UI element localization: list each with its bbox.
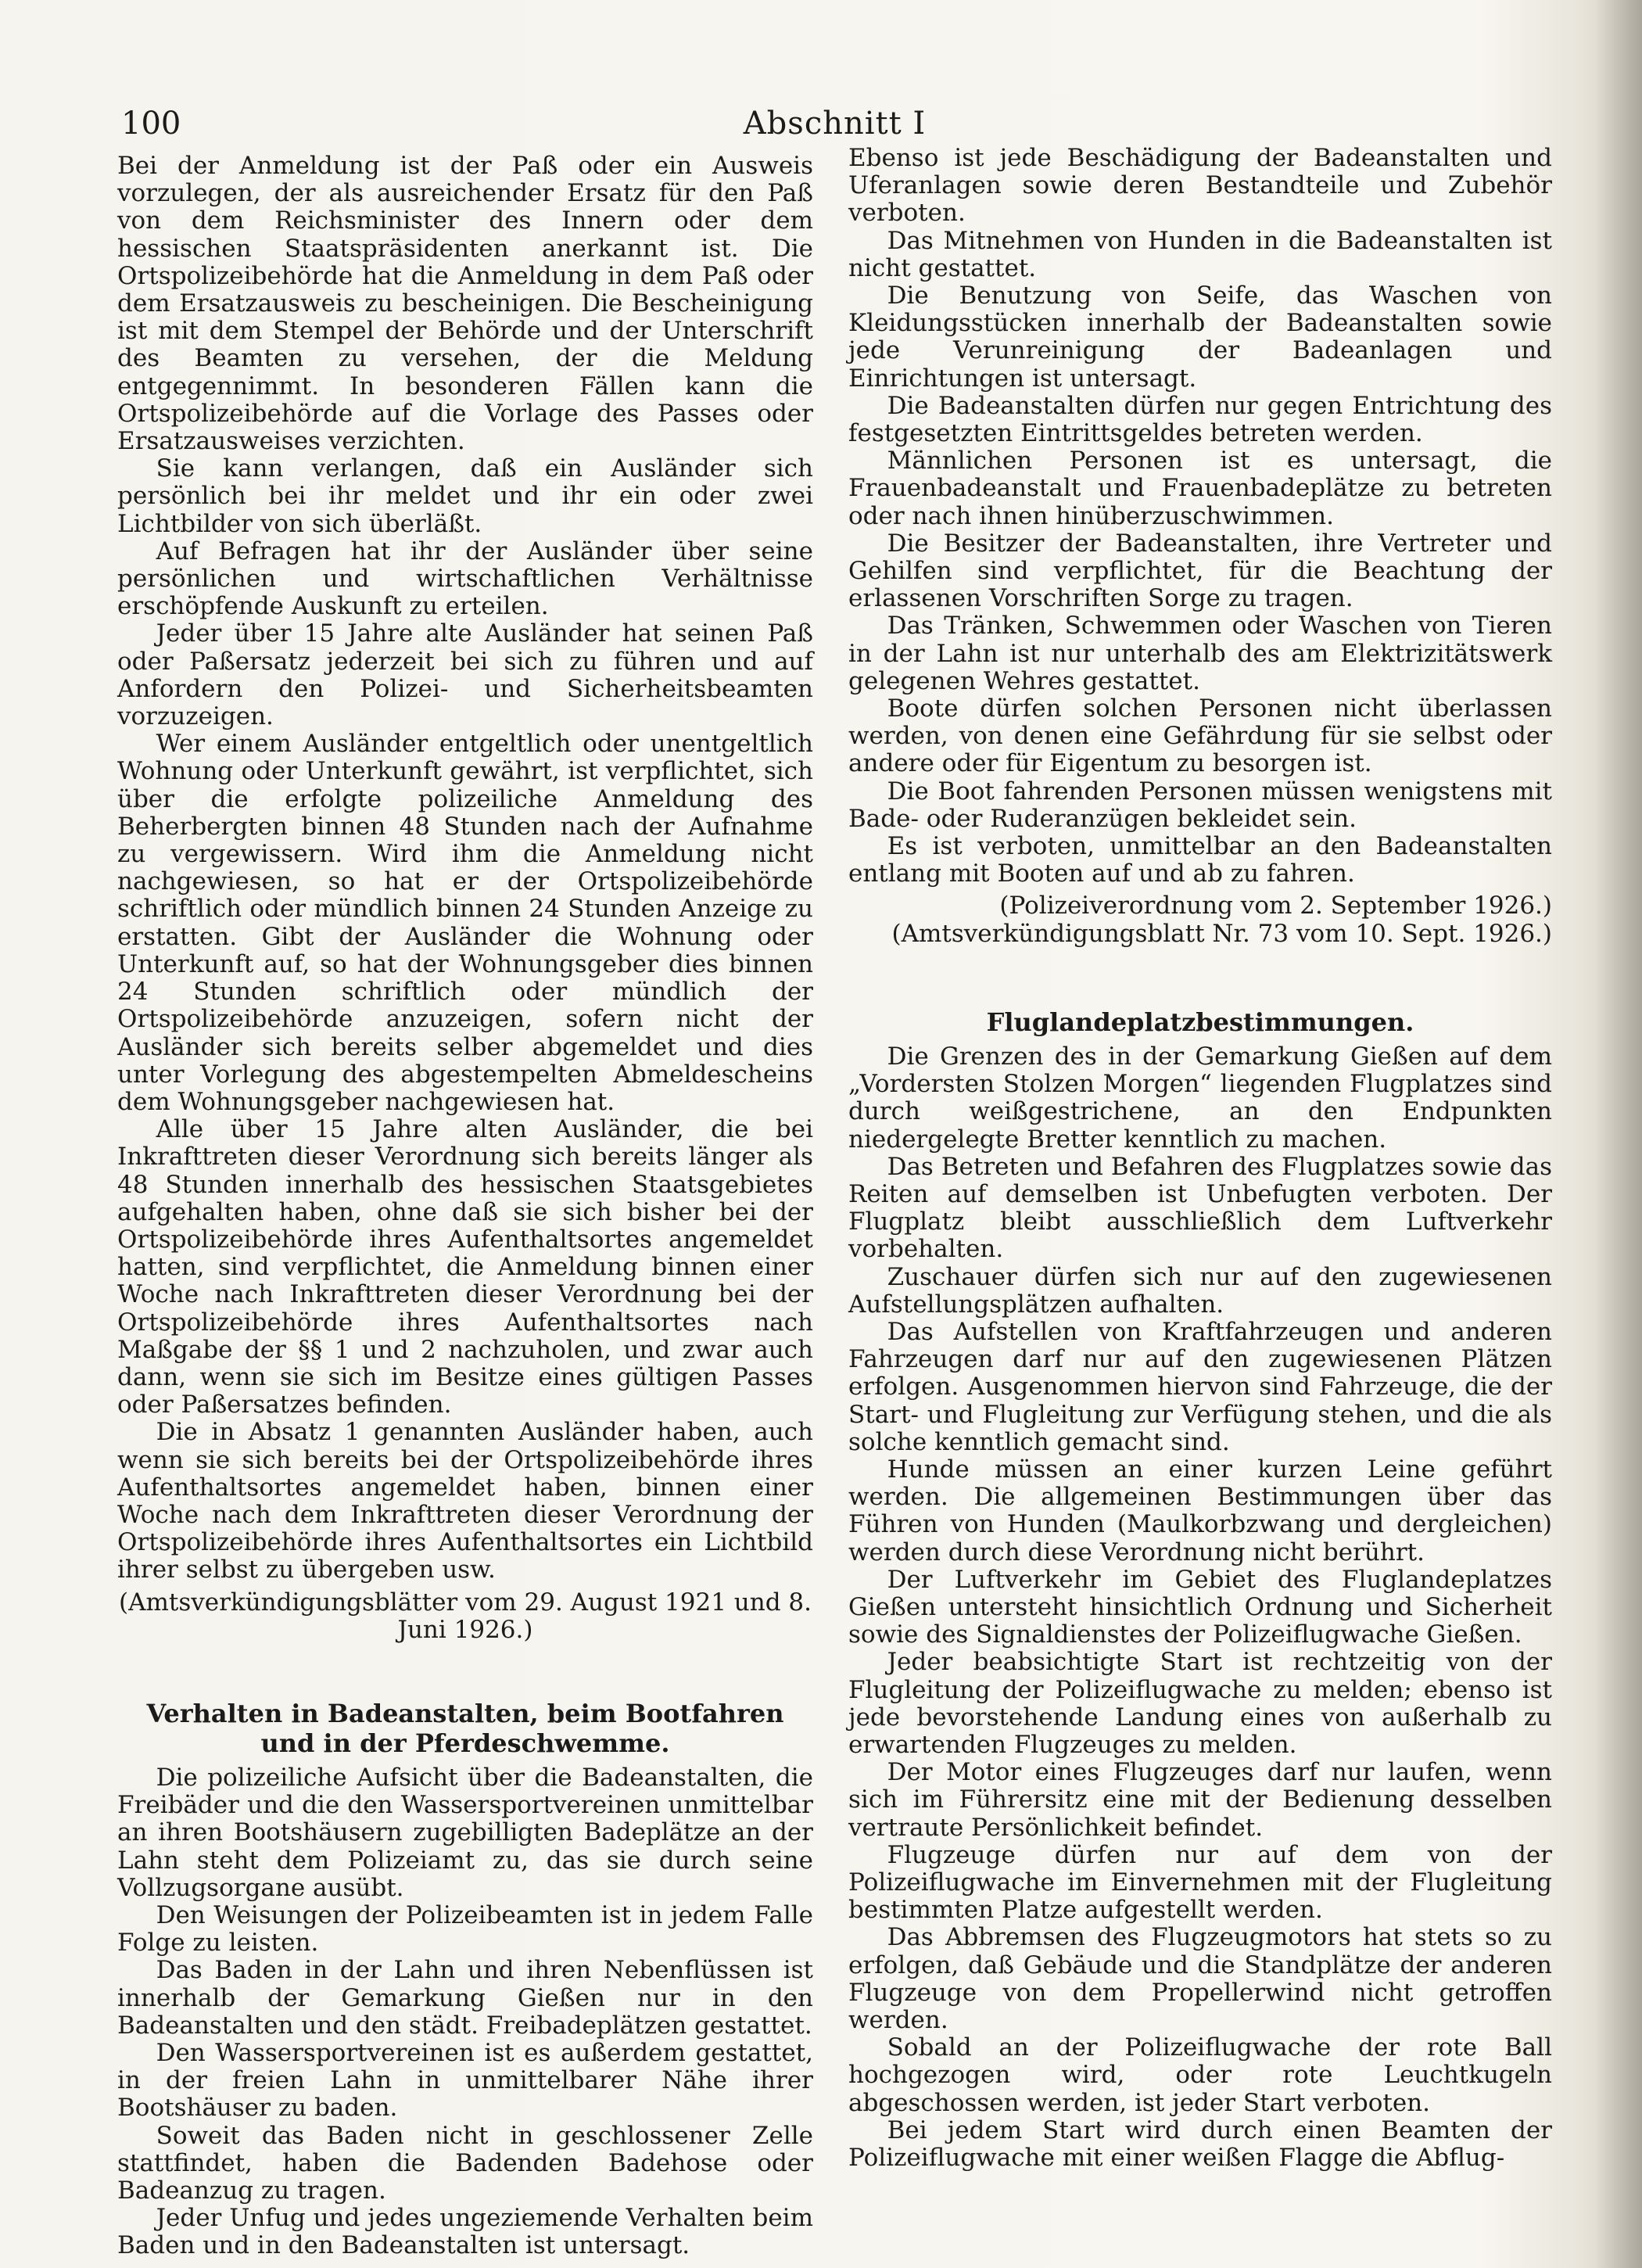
paragraph: Auf Befragen hat ihr der Ausländer über seine persönlichen und wirtschaftlichen Verhältnisse erschöpfende Auskunft zu erteilen. — [117, 536, 813, 621]
paragraph: Das Baden in der Lahn und ihren Nebenflüssen ist innerhalb der Gemarkung Gießen nur in den Badeanstalten und den städt. Freibadeplätzen gestattet. — [117, 1956, 813, 2040]
paragraph: Die Benutzung von Seife, das Waschen von Kleidungsstücken innerhalb der Badeanstalten sowie jede Verunreinigung der Badeanlagen und Einrichtungen ist untersagt. — [848, 282, 1552, 393]
paragraph: Hunde müssen an einer kurzen Leine geführt werden. Die allgemeinen Bestimmungen über das Führen von Hunden (Maulkorbzwang und dergleichen) werden durch diese Verordnung nicht berührt. — [848, 1455, 1552, 1566]
paragraph: Jeder über 15 Jahre alte Ausländer hat seinen Paß oder Paßersatz jederzeit bei sich zu führen und auf Anfordern den Polizei- und Sicherheitsbeamten vorzuzeigen. — [117, 619, 813, 731]
paragraph: Bei der Anmeldung ist der Paß oder ein Ausweis vorzulegen, der als ausreichender Ersatz für den Paß von dem Reichsminister des Innern oder dem hessischen Staatspräsidenten anerkannt ist. Die Ortspolizeibehörde hat die Anmeldung in dem Paß oder dem Ersatzausweis zu bescheinigen. Die Bescheinigung ist mit dem Stempel der Behörde und der Unterschrift des Beamten zu versehen, der die Meldung entgegennimmt. In besonderen Fällen kann die Ortspolizeibehörde auf die Vorlage des Passes oder Ersatzausweises verzichten. — [117, 152, 813, 456]
paragraph: Die Badeanstalten dürfen nur gegen Entrichtung des festgesetzten Eintrittsgeldes betreten werden. — [848, 391, 1552, 448]
paragraph: Jeder Unfug und jedes ungeziemende Verhalten beim Baden und in den Badeanstalten ist untersagt. — [117, 2204, 813, 2260]
paragraph: Zuschauer dürfen sich nur auf den zugewiesenen Aufstellungsplätzen aufhalten. — [848, 1262, 1552, 1319]
paragraph: Die Grenzen des in der Gemarkung Gießen auf dem „Vordersten Stolzen Morgen“ liegenden Flugplatzes sind durch weißgestrichene, an den Endpunkten niedergelegte Bretter kenntlich zu machen. — [848, 1042, 1552, 1154]
source-citation: (Amtsverkündigungsblätter vom 29. August 1921 und 8. Juni 1926.) — [118, 1588, 812, 1644]
source-citation: (Polizeiverordnung vom 2. September 1926.) — [999, 892, 1552, 920]
paragraph: Den Wassersportvereinen ist es außerdem gestattet, in der freien Lahn in unmittelbarer Nähe ihrer Bootshäuser zu baden. — [117, 2039, 813, 2123]
paragraph: Soweit das Baden nicht in geschlossener Zelle stattfindet, haben die Badenden Badehose oder Badeanzug zu tragen. — [117, 2121, 813, 2205]
page-edge-shadow — [1595, 0, 1642, 2268]
paragraph: Männlichen Personen ist es untersagt, die Frauenbadeanstalt und Frauenbadeplätze zu betreten oder nach ihnen hinüberzuschwimmen. — [848, 447, 1552, 530]
paragraph: Alle über 15 Jahre alten Ausländer, die bei Inkrafttreten dieser Verordnung sich bereits länger als 48 Stunden innerhalb des hessischen Staatsgebietes aufgehalten haben, ohne daß sie sich bisher bei der Ortspolizeibehörde ihres Aufenthaltsortes angemeldet hatten, sind verpflichtet, die Anmeldung binnen einer Woche nach Inkrafttreten dieser Verordnung bei der Ortspolizeibehörde ihres Aufenthaltsortes nach Maßgabe der §§ 1 und 2 nachzuholen, und zwar auch dann, wenn sie sich im Besitze eines gültigen Passes oder Paßersatzes befinden. — [117, 1115, 813, 1419]
paragraph: Es ist verboten, unmittelbar an den Badeanstalten entlang mit Booten auf und ab zu fahren. — [848, 832, 1552, 888]
right-column — [848, 145, 1552, 2172]
paragraph: Den Weisungen der Polizeibeamten ist in jedem Falle Folge zu leisten. — [117, 1900, 813, 1958]
paragraph: Boote dürfen solchen Personen nicht überlassen werden, von denen eine Gefährdung für sie selbst oder andere oder für Eigentum zu besorgen ist. — [848, 694, 1552, 778]
paragraph: Das Betreten und Befahren des Flugplatzes sowie das Reiten auf demselben ist Unbefugten verboten. Der Flugplatz bleibt ausschließlich dem Luftverkehr vorbehalten. — [848, 1152, 1552, 1264]
paragraph: Das Abbremsen des Flugzeugmotors hat stets so zu erfolgen, daß Gebäude und die Standplätze der anderen Flugzeuge von dem Propellerwind nicht getroffen werden. — [848, 1923, 1552, 2034]
paragraph: Das Aufstellen von Kraftfahrzeugen und anderen Fahrzeugen darf nur auf den zugewiesenen Plätzen erfolgen. Ausgenommen hiervon sind Fahrzeuge, die der Start- und Flugleitung zur Verfügung stehen, und die als solche kenntlich gemacht sind. — [848, 1317, 1552, 1456]
paragraph: Sobald an der Polizeiflugwache der rote Ball hochgezogen wird, oder rote Leuchtkugeln abgeschossen werden, ist jeder Start verboten. — [848, 2033, 1552, 2117]
page-number: 100 — [121, 106, 181, 142]
paragraph: Jeder beabsichtigte Start ist rechtzeitig von der Flugleitung der Polizeiflugwache zu melden; ebenso ist jede bevorstehende Landung eines von außerhalb zu erwartenden Flugzeuges zu melden. — [848, 1648, 1552, 1759]
paragraph: Das Tränken, Schwemmen oder Waschen von Tieren in der Lahn ist nur unterhalb des am Elektrizitätswerk gelegenen Wehres gestattet. — [848, 612, 1552, 695]
paragraph: Wer einem Ausländer entgeltlich oder unentgeltlich Wohnung oder Unterkunft gewährt, ist verpflichtet, sich über die erfolgte polizeiliche Anmeldung des Beherbergten binnen 48 Stunden nach der Aufnahme zu vergewissern. Wird ihm die Anmeldung nicht nachgewiesen, so hat er der Ortspolizeibehörde schriftlich oder mündlich binnen 24 Stunden Anzeige zu erstatten. Gibt der Ausländer die Wohnung oder Unterkunft auf, so hat der Wohnungsgeber dies binnen 24 Stunden schriftlich oder mündlich der Ortspolizeibehörde anzuzeigen, sofern nicht der Ausländer sich bereits selber abgemeldet und dies unter Vorlegung des abgestempelten Abmeldescheins dem Wohnungsgeber nachgewiesen hat. — [117, 730, 813, 1116]
section-title: Abschnitt I — [743, 106, 927, 142]
paragraph: Die in Absatz 1 genannten Ausländer haben, auch wenn sie sich bereits bei der Ortspolizeibehörde ihres Aufenthaltsortes angemeldet haben, binnen einer Woche nach dem Inkrafttreten dieser Verordnung der Ortspolizeibehörde ihres Aufenthaltsortes ein Lichtbild ihrer selbst zu übergeben usw. — [117, 1418, 813, 1584]
paragraph: Der Motor eines Flugzeuges darf nur laufen, wenn sich im Führersitz eine mit der Bedienung desselben vertraute Persönlichkeit befindet. — [848, 1758, 1552, 1842]
paragraph: Die polizeiliche Aufsicht über die Badeanstalten, die Freibäder und die den Wassersportvereinen unmittelbar an ihren Bootshäusern zugebilligten Badeplätze an der Lahn steht dem Polizeiamt zu, das sie durch seine Vollzugsorgane ausübt. — [117, 1763, 813, 1902]
paragraph: Sie kann verlangen, daß ein Ausländer sich persönlich bei ihr meldet und ihr ein oder zwei Lichtbilder von sich überläßt. — [117, 454, 813, 538]
section-heading-airfield: Fluglandeplatzbestimmungen. — [986, 1007, 1414, 1037]
paragraph: Bei jedem Start wird durch einen Beamten der Polizeiflugwache mit einer weißen Flagge die Abflug- — [848, 2115, 1552, 2173]
paragraph: Das Mitnehmen von Hunden in die Badeanstalten ist nicht gestattet. — [848, 226, 1552, 282]
source-citation: (Amtsverkündigungsblatt Nr. 73 vom 10. Sept. 1926.) — [891, 919, 1552, 948]
paragraph: Flugzeuge dürfen nur auf dem von der Polizeiflugwache im Einvernehmen mit der Flugleitung bestimmten Platze aufgestellt werden. — [848, 1840, 1552, 1925]
section-heading-bathing: Verhalten in Badeanstalten, beim Bootfahren und in der Pferdeschwemme. — [146, 1698, 784, 1758]
paragraph: Ebenso ist jede Beschädigung der Badeanstalten und Uferanlagen sowie deren Bestandteile und Zubehör verboten. — [848, 144, 1552, 228]
left-column — [117, 153, 813, 2260]
paragraph: Die Boot fahrenden Personen müssen wenigstens mit Bade- oder Ruderanzügen bekleidet sein. — [848, 777, 1552, 833]
paragraph: Die Besitzer der Badeanstalten, ihre Vertreter und Gehilfen sind verpflichtet, für die Beachtung der erlassenen Vorschriften Sorge zu tragen. — [848, 529, 1552, 613]
paragraph: Der Luftverkehr im Gebiet des Fluglandeplatzes Gießen untersteht hinsichtlich Ordnung und Sicherheit sowie des Signaldienstes der Polizeiflugwache Gießen. — [848, 1565, 1552, 1649]
